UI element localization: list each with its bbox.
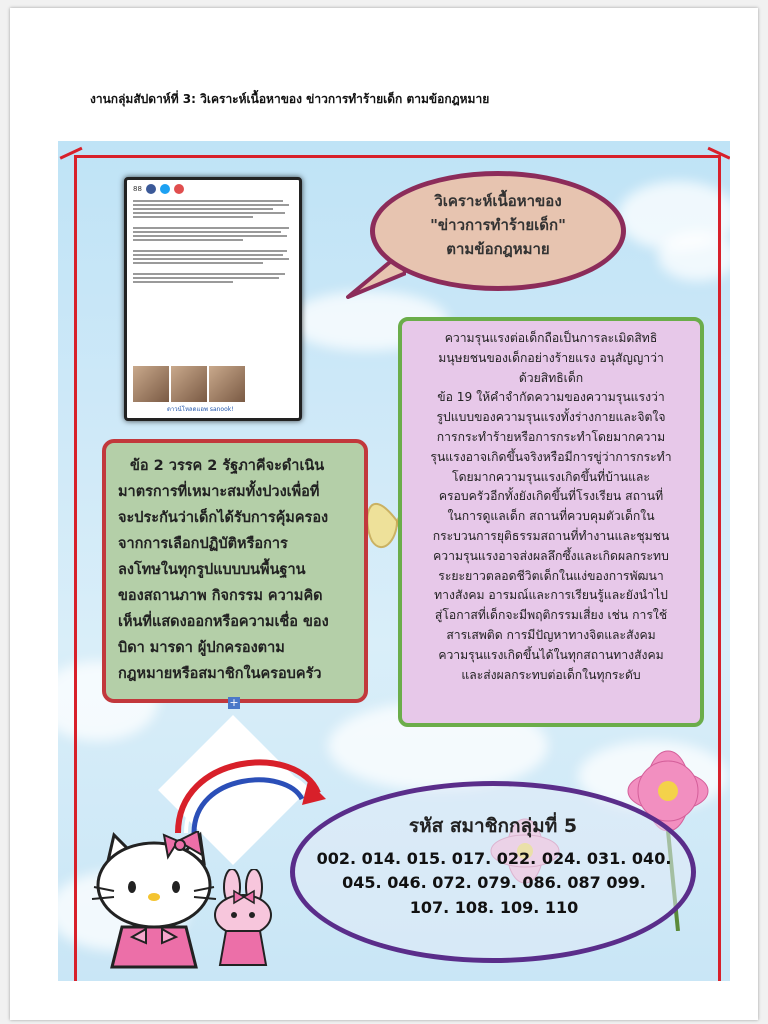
text-line: บิดา มารดา ผู้ปกครองตาม	[118, 640, 285, 656]
article-footer: ดาวน์โหลดแอพ sanook!	[167, 406, 234, 413]
text-line: กฎหมายหรือสมาชิกในครอบครัว	[118, 666, 322, 682]
frame-corner-icon	[702, 147, 730, 173]
frame-corner-icon	[60, 147, 89, 173]
document-page	[10, 8, 758, 1020]
text-line: ในการดูแลเด็ก สถานที่ควบคุมตัวเด็กใน	[447, 509, 655, 524]
frame-left	[74, 155, 77, 981]
text-line: การกระทำร้ายหรือการกระทำโดยมากความ	[436, 429, 666, 444]
text-line: เห็นที่แสดงออกหรือความเชื่อ ของ	[118, 614, 329, 630]
text-line: ความรุนแรงอาจส่งผลลึกซึ้งและเกิดผลกระทบ	[433, 548, 669, 563]
news-article-image	[124, 177, 302, 421]
article-photos	[133, 366, 245, 402]
article-2-box	[102, 439, 368, 703]
text-line: ข้อ 19 ให้คำจำกัดความของความรุนแรงว่า	[437, 390, 665, 405]
text-line: มาตรการที่เหมาะสมทั้งปวงเพื่อที่	[118, 484, 320, 500]
text-line: กระบวนการยุติธรรมสถานที่ทำงานและชุมชน	[432, 528, 670, 543]
text-line: มนุษยชนของเด็กอย่างร้ายแรง อนุสัญญาว่า	[438, 350, 664, 365]
document-title: งานกลุ่มสัปดาห์ที่ 3: วิเคราะห์เนื้อหาของ ข่าวการทำร้ายเด็ก ตามข้อกฎหมาย	[90, 92, 490, 106]
twitter-icon	[160, 184, 170, 194]
text-line: ของสถานภาพ กิจกรรม ความคิด	[118, 588, 323, 604]
text-line: ความรุนแรงเกิดขึ้นได้ในทุกสถานทางสังคม	[438, 647, 664, 662]
text-line: ลงโทษในทุกรูปแบบบนพื้นฐาน	[118, 562, 306, 578]
text-line: สารเสพติด การมีปัญหาทางจิตและสังคม	[446, 627, 656, 642]
text-line: ความรุนแรงต่อเด็กถือเป็นการละเมิดสิทธิ	[444, 331, 658, 345]
frame-top	[74, 155, 720, 158]
bubble-line: ตามข้อกฎหมาย	[446, 240, 550, 258]
members-codes-line: 045. 046. 072. 079. 086. 087 099.	[342, 873, 646, 892]
text-line: จากการเลือกปฏิบัติหรือการ	[118, 536, 288, 552]
members-codes-line: 002. 014. 015. 017. 022. 024. 031. 040.	[316, 849, 672, 868]
article-photo	[133, 366, 169, 402]
violence-definition-box	[398, 317, 704, 727]
text-line: ระยะยาวตลอดชีวิตเด็กในแง่ของการพัฒนา	[438, 568, 664, 583]
members-codes-line: 107. 108. 109. 110	[409, 898, 579, 917]
bubble-line: "ข่าวการทำร้ายเด็ก"	[430, 216, 566, 234]
article-text-lines	[127, 200, 299, 283]
bubble-heading	[370, 189, 626, 261]
hello-kitty-icon	[88, 831, 218, 971]
facebook-icon	[146, 184, 156, 194]
poster	[58, 141, 730, 981]
text-line: โดยมากความรุนแรงเกิดขึ้นที่บ้านและ	[452, 469, 650, 484]
text-line: ด้วยสิทธิเด็ก	[518, 370, 584, 385]
bubble-line: วิเคราะห์เนื้อหาของ	[434, 192, 562, 210]
members-title: รหัส สมาชิกกลุ่มที่ 5	[408, 815, 578, 837]
text-line: รูปแบบของความรุนแรงทั้งร่างกายและจิตใจ	[436, 410, 666, 425]
page-number: 88	[133, 185, 142, 193]
text-line: ครอบครัวอีกทั้งยังเกิดขึ้นที่โรงเรียน สถานที่	[438, 489, 664, 504]
share-icon	[174, 184, 184, 194]
text-line: และส่งผลกระทบต่อเด็กในทุกระดับ	[461, 667, 641, 682]
plus-icon[interactable]: +	[229, 696, 239, 709]
text-line: จะประกันว่าเด็กได้รับการคุ้มครอง	[118, 510, 329, 526]
text-line: ข้อ 2 วรรค 2 รัฐภาคีจะดำเนิน	[130, 458, 325, 474]
bunny-icon	[208, 869, 278, 969]
article-photo	[209, 366, 245, 402]
text-line: สู่โอกาสที่เด็กจะมีพฤติกรรมเสี่ยง เช่น การใช้	[434, 608, 668, 623]
article-photo	[171, 366, 207, 402]
text-line: ทางสังคม อารมณ์และการเรียนรู้และยังนำไป	[434, 588, 668, 603]
text-line: รุนแรงอาจเกิดขึ้นจริงหรือมีการขู่ว่าการกระทำ	[430, 449, 672, 464]
